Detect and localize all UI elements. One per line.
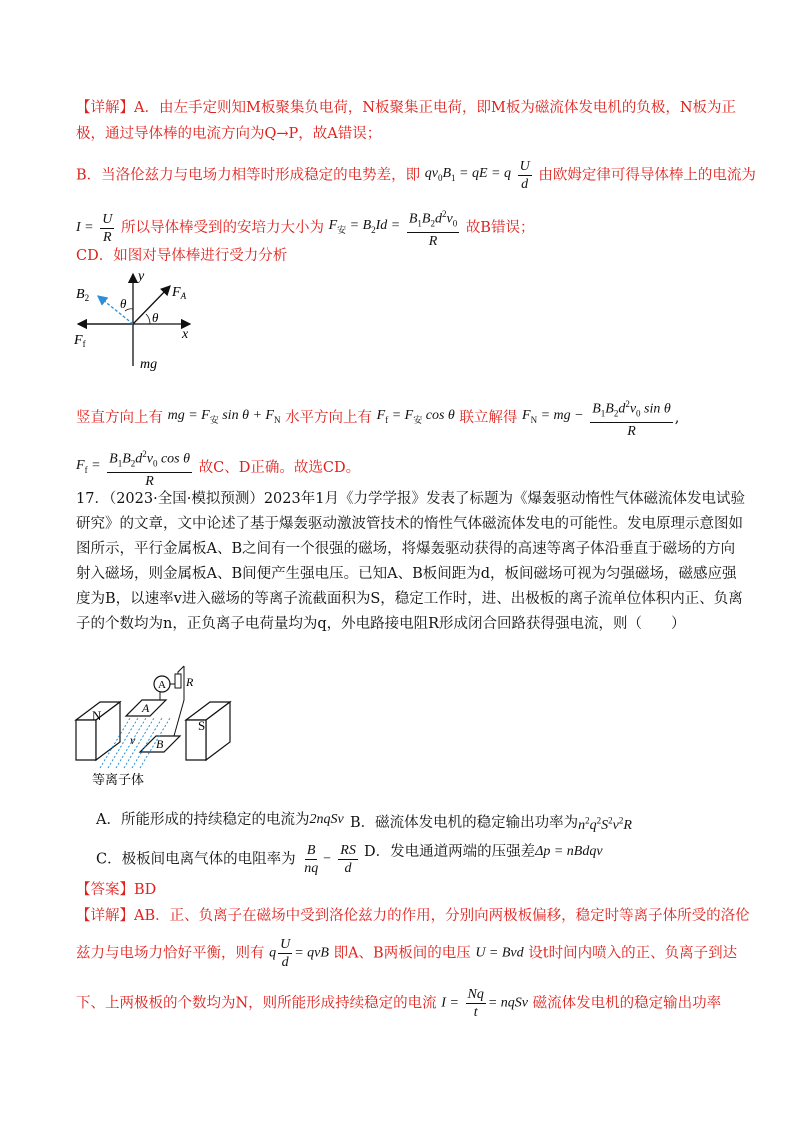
b2-arrow bbox=[98, 296, 133, 324]
theta-label-1: θ bbox=[120, 296, 127, 311]
mhd-generator-figure bbox=[70, 660, 250, 790]
detail1-lineCD: CD．如图对导体棒进行受力分析 bbox=[76, 248, 288, 264]
mg-label: mg bbox=[140, 357, 158, 372]
svg-text:A: A bbox=[158, 679, 166, 691]
detail1-lineI: I = $\frac{U}{R}$ 所以导体棒受到的安培力大小为 $F_安 = B_2Id$ = $\frac{B_1B_2d^2v_0}{R}$ 故B错误； bbox=[76, 206, 534, 250]
b2-label: $B_2$ bbox=[76, 287, 90, 303]
detail1-vertical: 竖直方向上有 mg = $F_安$ $\sin \theta + F_N$ 水平方向上有 $F_f = F_安$ cos θ 联立解得 $F_N$ = mg − $\frac{B_1B_2d^2v_0 \sin \theta}{R}$ , bbox=[76, 396, 679, 440]
option-a[interactable]: A．所能形成的持续稳定的电流为2nqSv bbox=[96, 812, 344, 828]
formula-qvB: $qv_0B_1$ = qE = q bbox=[424, 165, 511, 183]
option-b[interactable]: B．磁流体发电机的稳定输出功率为$n^2q^2S^2v^2R$ bbox=[350, 814, 632, 833]
detail1-lineB: B．当洛伦兹力与电场力相等时形成稳定的电势差，即 $qv_0B_1$ = qE = q $\frac{U}{d}$ 由欧姆定律可得导体棒上的电流为 bbox=[76, 159, 756, 192]
x-label: x bbox=[182, 327, 189, 342]
detail-label: 【详解】 bbox=[76, 100, 134, 116]
resistor bbox=[175, 674, 181, 688]
n-pole bbox=[76, 702, 120, 760]
svg-text:S: S bbox=[198, 718, 206, 733]
detail2-line1: 【详解】AB．正、负离子在磁场中受到洛伦兹力的作用，分别向两极板偏移，稳定时等离子体所受的洛伦 bbox=[76, 908, 750, 924]
svg-text:N: N bbox=[92, 708, 102, 723]
ff-label: $F_f$ bbox=[74, 333, 86, 349]
velocity-label: v bbox=[130, 733, 136, 747]
svg-text:R: R bbox=[186, 675, 194, 689]
detail1-line2: 极，通过导体棒的电流方向为Q→P，故A错误； bbox=[76, 126, 382, 142]
formula-ampere-force: $F_安 = B_2Id$ = bbox=[328, 218, 401, 236]
detail2-line2: 兹力与电场力恰好平衡，则有 q $\frac{U}{d}$ = qvB 即A、B两板间的电压 U = Bvd 设t时间内喷入的正、负离子到达 bbox=[76, 937, 738, 970]
answer: 【答案】BD bbox=[76, 882, 157, 898]
s-pole bbox=[186, 702, 230, 760]
svg-text:A: A bbox=[142, 701, 150, 715]
svg-text:B: B bbox=[156, 737, 164, 751]
detail1-line1: 【详解】A．由左手定则知M板聚集负电荷，N板聚集正电荷，即M板为磁流体发电机的负极，N板为正 bbox=[76, 100, 737, 116]
option-c[interactable]: C．极板间电离气体的电阻率为 $\frac{B}{nq}$ − $\frac{RS}{d}$ bbox=[96, 843, 356, 876]
formula-frac-U-d: $\frac{U}{d}$ bbox=[519, 159, 530, 192]
detail2-line3: 下、上两极板的个数均为N，则所能形成持续稳定的电流 I = $\frac{Nq}{t}$ = nqSv 磁流体发电机的稳定输出功率 bbox=[76, 987, 722, 1020]
force-diagram bbox=[70, 266, 210, 378]
y-label: y bbox=[138, 269, 145, 284]
option-d[interactable]: D．发电通道两端的压强差Δp = nBdqv bbox=[364, 844, 603, 860]
fa-label: $F_A$ bbox=[172, 285, 187, 301]
detail1-ff: $F_f$ = $\frac{B_1B_2d^2v_0 \cos \theta}{R}$ 故C、D正确。故选CD。 bbox=[76, 446, 360, 490]
plasma-caption: 等离子体 bbox=[92, 772, 145, 787]
theta-label-2: θ bbox=[152, 310, 159, 325]
answer-value: BD bbox=[134, 882, 157, 898]
